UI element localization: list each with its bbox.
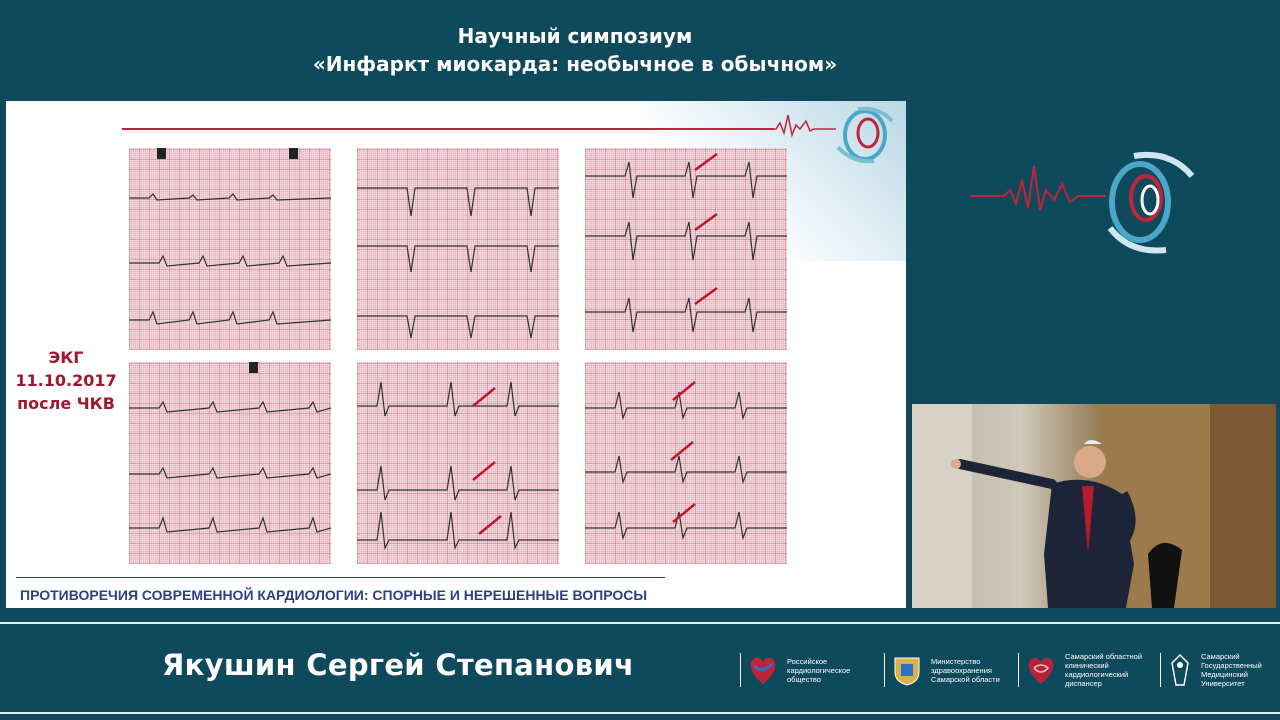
speaker-name: Якушин Сергей Степанович: [162, 648, 635, 682]
heart-logo-icon: [745, 653, 781, 687]
red-arrow-icon: [695, 154, 717, 170]
slide-footer-line: [16, 577, 665, 578]
ekg-label-line-3: после ЧКВ: [17, 394, 115, 413]
org-logo-samsmu: [1160, 650, 1262, 690]
ecg-panel-6: [585, 362, 787, 564]
red-arrow-icon: [671, 442, 693, 460]
org-logo-minzdrav: [884, 650, 1000, 690]
org-separator: [740, 653, 741, 687]
slide-hands-heart-logo-icon: [832, 103, 898, 167]
org-separator: [1018, 653, 1019, 687]
ecg-trace: [129, 362, 331, 564]
ecg-panel-5: [357, 362, 559, 564]
org-separator: [1160, 653, 1161, 687]
speaker-figure-icon: [912, 404, 1276, 608]
red-arrow-icon: [479, 516, 501, 534]
org-separator: [884, 653, 885, 687]
ecg-trace: [129, 148, 331, 350]
symposium-title: [0, 22, 1150, 78]
org-name-minzdrav: Министерство здравоохранения Самарской области: [931, 656, 1000, 684]
ekg-date-label: [6, 346, 126, 415]
university-emblem-icon: [1165, 653, 1195, 687]
org-name-samsmu: Самарский Государственный Медицинский Университет: [1201, 652, 1262, 688]
title-line-1: Научный симпозиум: [457, 24, 693, 48]
red-arrow-icon: [673, 504, 695, 522]
ecg-trace: [357, 148, 559, 350]
red-arrow-icon: [473, 388, 495, 406]
heart-swirl-icon: [1023, 653, 1059, 687]
speaker-video: [912, 404, 1276, 608]
ekg-label-line-1: ЭКГ: [48, 348, 84, 367]
ecg-panel-2: [357, 148, 559, 350]
red-arrow-icon: [695, 288, 717, 304]
org-name-rko: Российское кардиологическое общество: [787, 656, 851, 684]
ecg-trace: [585, 148, 787, 350]
org-name-cardio-dispensary: Самарский областной клинический кардиологический диспансер: [1065, 652, 1143, 688]
slide-footer-text: ПРОТИВОРЕЧИЯ СОВРЕМЕННОЙ КАРДИОЛОГИИ: СПОРНЫЕ И НЕРЕШЕННЫЕ ВОПРОСЫ: [20, 587, 648, 603]
ecg-panel-4: [129, 362, 331, 564]
title-line-2: «Инфаркт миокарда: необычное в обычном»: [312, 52, 838, 76]
ecg-trace: [357, 362, 559, 564]
ekg-label-line-2: 11.10.2017: [15, 371, 117, 390]
org-logo-rko: [740, 650, 850, 690]
org-logo-cardio-dispensary: [1018, 650, 1142, 690]
ecg-panel-1: [129, 148, 331, 350]
red-arrow-icon: [695, 214, 717, 230]
ecg-trace: [585, 362, 787, 564]
presentation-slide: [6, 101, 906, 608]
slide-header-line: [122, 128, 774, 130]
ecg-panel-3: [585, 148, 787, 350]
coat-of-arms-icon: [889, 653, 925, 687]
red-arrow-icon: [473, 462, 495, 480]
lower-third-banner: [0, 622, 1280, 714]
symposium-logo-icon: [970, 150, 1210, 260]
red-arrow-icon: [673, 382, 695, 400]
slide-ecg-spike-icon: [766, 109, 836, 139]
